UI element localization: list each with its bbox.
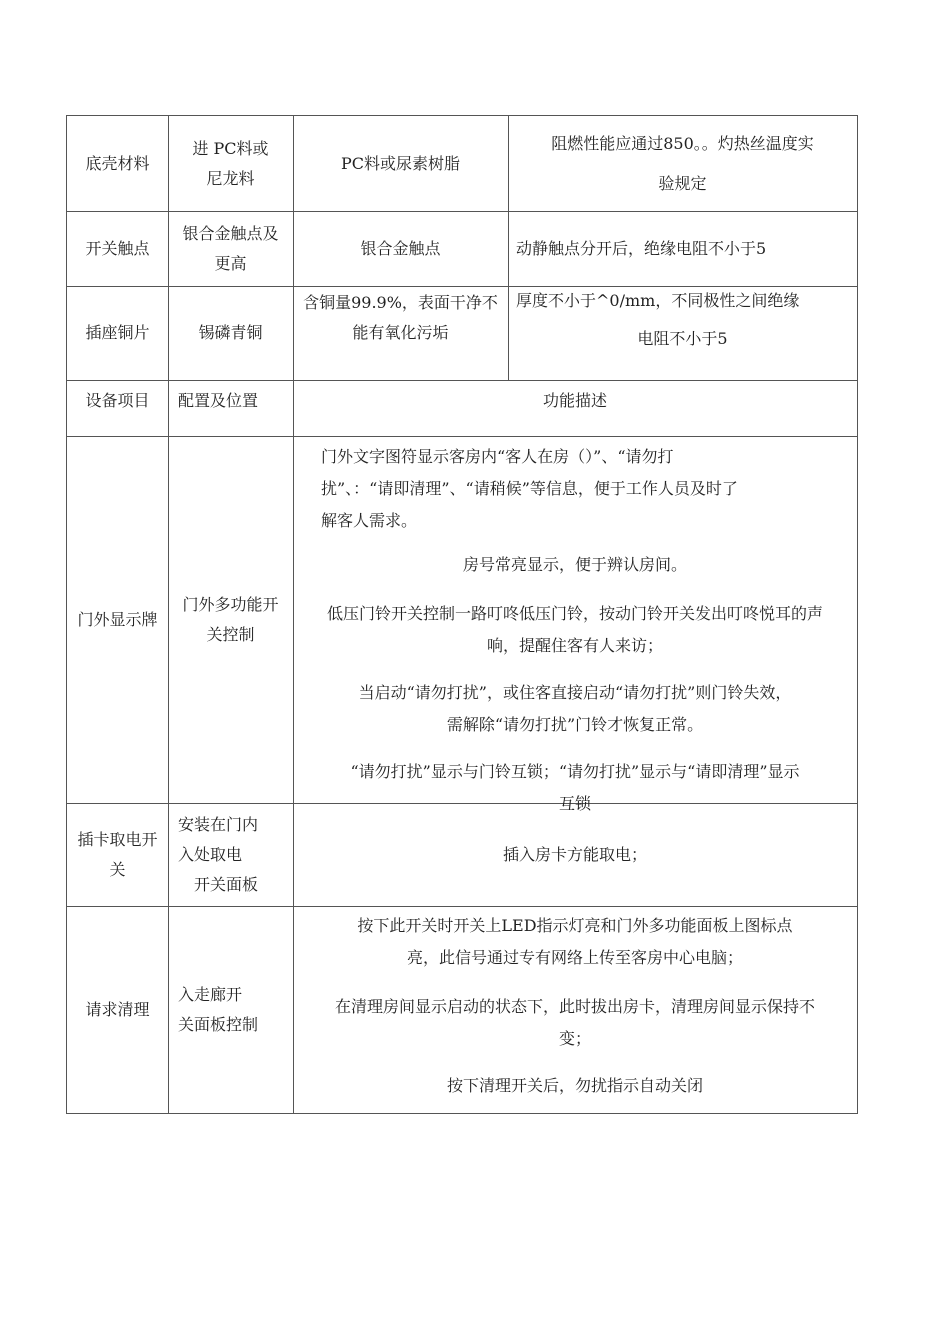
cell-copper-import: 锡磷青铜 [198, 323, 263, 342]
cell-copper-domestic: 含铜量99.9%，表面干净不 能有氧化污垢 [303, 293, 498, 342]
cell-switch-contact-requirement: 动静触点分开后，绝缘电阻不小于5 [516, 238, 767, 258]
cell-switch-contact-label: 开关触点 [85, 238, 150, 258]
cell-switch-contact-import: 银合金触点及 更高 [182, 223, 279, 273]
cell-door-display-label: 门外显示牌 [77, 609, 158, 629]
spec-table [66, 115, 858, 1114]
cell-cleaning-description: 按下此开关时开关上LED指示灯亮和门外多功能面板上图标点 亮，此信号通过专有网络上传至客房中心电脑； 在清理房间显示启动的状态下，此时拔出房卡，清理房间显示保持不 变； 按下清理开关后，勿扰指示自动关闭 [334, 916, 815, 1095]
cell-card-switch-label: 插卡取电开 关 [77, 829, 158, 879]
cell-base-material-requirement: 阻燃性能应通过850。。灼热丝温度实 验规定 [551, 133, 814, 193]
cell-copper-label: 插座铜片 [85, 323, 150, 342]
cell-door-display-description: 门外文字图符显示客房内“客人在房（）”、“请勿打 扰”、：“请即清理”、“请稍候”等信息，便于工作人员及时了 解客人需求。 房号常亮显示，便于辨认房间。 低压门铃开关控制一路叮咚低压门铃，按动门铃开关发出叮咚悦耳的声 响，提醒住客有人来访； 当启动“请勿打扰”，或住客直接启动“请勿打扰”则门铃失效， 需解除“请勿打扰”门铃才恢复正常。 “请勿打扰”显示与门铃互锁；“请勿打扰”显示与“请即清理”显示 互锁 [321, 447, 823, 813]
cell-door-display-config: 门外多功能开 关控制 [182, 594, 279, 644]
cell-cleaning-label: 请求清理 [85, 999, 150, 1019]
header-equipment-item: 设备项目 [85, 391, 150, 410]
cell-base-material-label: 底壳材料 [85, 153, 150, 173]
header-function-description: 功能描述 [542, 391, 607, 410]
cell-card-switch-config: 安装在门内 入处取电 开关面板 [178, 814, 259, 894]
cell-copper-requirement: 厚度不小于^0/mm，不同极性之间绝缘 电阻不小于5 [516, 291, 800, 348]
cell-base-material-domestic: PC料或尿素树脂 [340, 153, 460, 173]
cell-switch-contact-domestic: 银合金触点 [360, 238, 441, 258]
header-config-location: 配置及位置 [178, 391, 259, 410]
cell-cleaning-config: 入走廊开 关面板控制 [178, 984, 259, 1034]
cell-base-material-import: 进 PC料或 尼龙料 [192, 138, 269, 188]
cell-card-switch-description: 插入房卡方能取电； [502, 844, 647, 864]
